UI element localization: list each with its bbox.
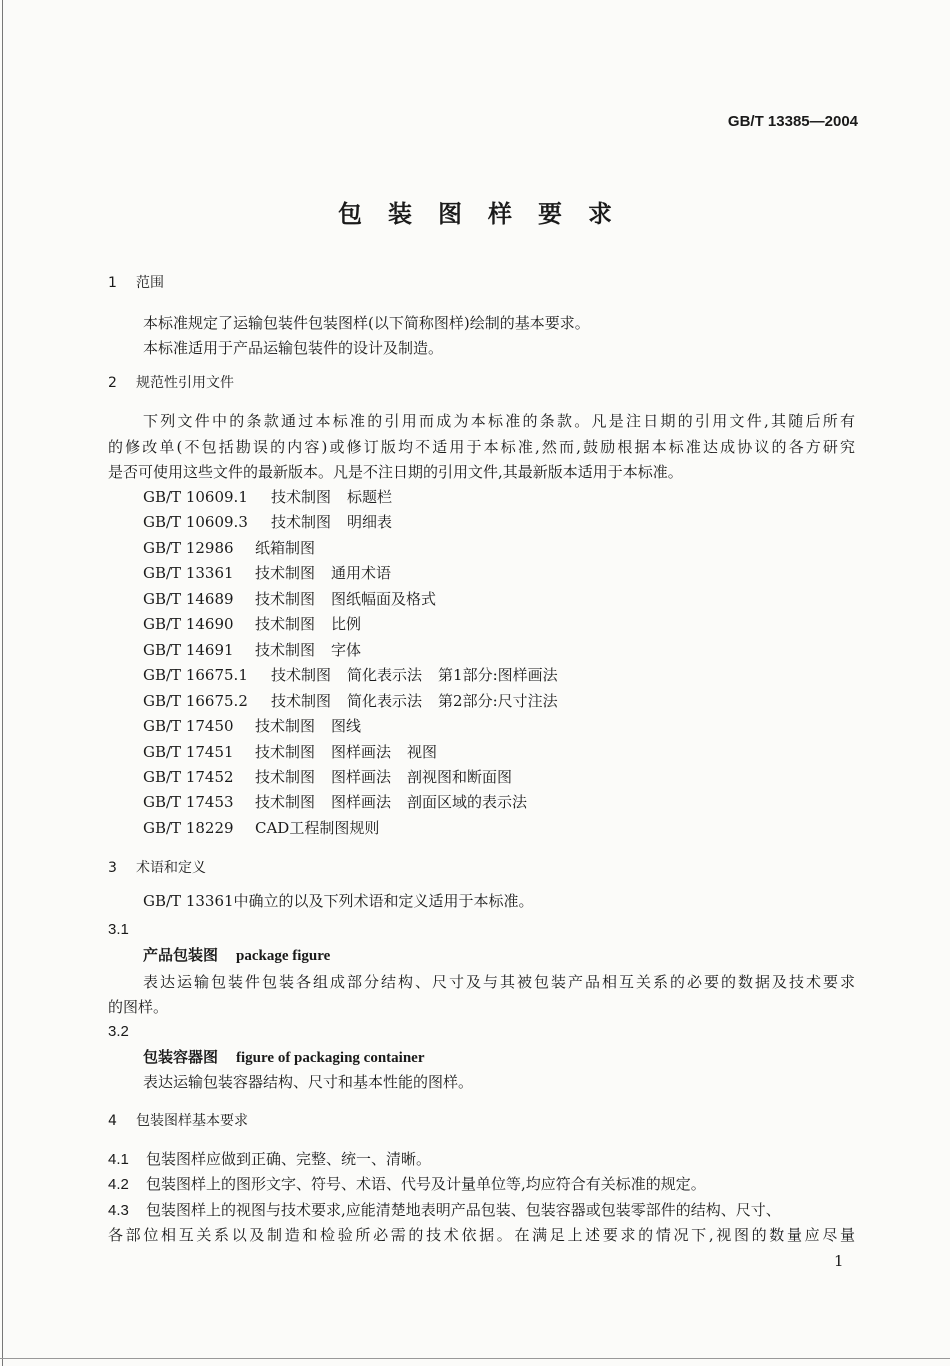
reference-item bbox=[143, 512, 392, 532]
reference-title-part: 图线 bbox=[331, 717, 362, 736]
clause-text: 包装图样上的视图与技术要求,应能清楚地表明产品包装、包装容器或包装零部件的结构、尺寸、 bbox=[146, 1201, 781, 1219]
section-4-heading bbox=[108, 1111, 248, 1131]
reference-code: GB/T 10609.1 bbox=[143, 488, 248, 506]
reference-title-part: 技术制图 bbox=[255, 742, 316, 761]
term-heading bbox=[143, 945, 330, 966]
reference-title-part: CAD工程制图规则 bbox=[255, 818, 380, 837]
clause-4-3 bbox=[108, 1200, 781, 1221]
reference-code: GB/T 10609.3 bbox=[143, 513, 248, 532]
reference-item bbox=[143, 614, 361, 634]
paragraph-line: 的修改单(不包括勘误的内容)或修订版均不适用于本标准,然而,鼓励根据本标准达成协议的各方研究 bbox=[108, 438, 855, 456]
reference-code: GB/T 17450 bbox=[143, 717, 234, 736]
reference-title-part: 剖视图和断面图 bbox=[407, 767, 513, 786]
section-1-heading bbox=[108, 273, 164, 293]
term-en: package figure bbox=[236, 948, 331, 964]
reference-title-part: 图样画法 bbox=[331, 793, 392, 812]
section-title: 规范性引用文件 bbox=[136, 375, 234, 391]
reference-title-part: 技术制图 bbox=[255, 564, 316, 583]
definition-line: 表达运输包装件包装各组成部分结构、尺寸及与其被包装产品相互关系的必要的数据及技术要求 bbox=[143, 973, 855, 991]
reference-title-part: 简化表示法 bbox=[347, 691, 423, 710]
section-title: 范围 bbox=[136, 275, 164, 291]
reference-title-part: 技术制图 bbox=[255, 640, 316, 659]
reference-title-part: 明细表 bbox=[347, 513, 393, 532]
section-number: 4 bbox=[108, 1113, 117, 1129]
definition-line: 表达运输包装容器结构、尺寸和基本性能的图样。 bbox=[143, 1073, 474, 1091]
section-title: 术语和定义 bbox=[136, 860, 206, 876]
clause-4-2 bbox=[108, 1174, 706, 1195]
definition-line: 的图样。 bbox=[108, 998, 169, 1016]
reference-title-part: 图纸幅面及格式 bbox=[331, 589, 437, 608]
reference-title-part: 技术制图 bbox=[255, 589, 316, 608]
reference-title-part: 视图 bbox=[407, 742, 438, 761]
reference-code: GB/T 17452 bbox=[143, 767, 234, 786]
section-2-heading bbox=[108, 373, 234, 393]
page-number: 1 bbox=[834, 1252, 844, 1270]
reference-title-part: 第1部分:图样画法 bbox=[438, 666, 558, 685]
reference-code: GB/T 14689 bbox=[143, 589, 234, 608]
reference-item bbox=[143, 691, 558, 711]
reference-code: GB/T 14690 bbox=[143, 615, 234, 634]
clause-number: 4.1 bbox=[108, 1151, 129, 1168]
reference-item bbox=[143, 487, 392, 507]
reference-item bbox=[143, 792, 527, 812]
section-number: 3 bbox=[108, 860, 117, 876]
term-number: 3.1 bbox=[108, 921, 129, 938]
paragraph-line: 各部位相互关系以及制造和检验所必需的技术依据。在满足上述要求的情况下,视图的数量应尽量 bbox=[108, 1226, 855, 1244]
reference-title-part: 标题栏 bbox=[347, 488, 393, 506]
document-title: 包装图样要求 bbox=[338, 200, 638, 228]
reference-title-part: 技术制图 bbox=[271, 488, 332, 506]
section-3-heading bbox=[108, 858, 206, 878]
reference-code: GB/T 17453 bbox=[143, 793, 234, 812]
reference-title-part: 技术制图 bbox=[271, 691, 332, 710]
reference-title-part: 技术制图 bbox=[255, 767, 316, 786]
reference-item bbox=[143, 742, 437, 762]
paragraph: GB/T 13361中确立的以及下列术语和定义适用于本标准。 bbox=[143, 892, 534, 910]
reference-title-part: 图样画法 bbox=[331, 742, 392, 761]
reference-code: GB/T 18229 bbox=[143, 818, 234, 837]
reference-title-part: 技术制图 bbox=[255, 793, 316, 812]
reference-title-part: 纸箱制图 bbox=[255, 538, 316, 557]
paragraph: 本标准规定了运输包装件包装图样(以下简称图样)绘制的基本要求。 bbox=[143, 314, 590, 332]
clause-text: 包装图样上的图形文字、符号、术语、代号及计量单位等,均应符合有关标准的规定。 bbox=[146, 1175, 706, 1193]
reference-title-part: 剖面区域的表示法 bbox=[407, 793, 528, 812]
reference-item bbox=[143, 589, 436, 609]
standard-number: GB/T 13385—2004 bbox=[727, 113, 858, 130]
scan-edge bbox=[0, 1358, 950, 1359]
reference-title-part: 第2部分:尺寸注法 bbox=[438, 691, 558, 710]
reference-code: GB/T 16675.2 bbox=[143, 691, 248, 710]
reference-title-part: 技术制图 bbox=[255, 615, 316, 634]
reference-code: GB/T 17451 bbox=[143, 742, 234, 761]
reference-title-part: 图样画法 bbox=[331, 767, 392, 786]
paragraph: 本标准适用于产品运输包装件的设计及制造。 bbox=[143, 339, 444, 357]
reference-code: GB/T 16675.1 bbox=[143, 666, 248, 685]
term-zh: 产品包装图 bbox=[143, 946, 219, 964]
reference-title-part: 技术制图 bbox=[271, 513, 332, 532]
clause-text: 包装图样应做到正确、完整、统一、清晰。 bbox=[146, 1150, 432, 1168]
term-heading bbox=[143, 1047, 424, 1068]
reference-item bbox=[143, 640, 361, 660]
section-title: 包装图样基本要求 bbox=[136, 1113, 248, 1129]
clause-number: 4.2 bbox=[108, 1176, 129, 1193]
reference-item bbox=[143, 716, 361, 736]
reference-title-part: 字体 bbox=[331, 640, 362, 659]
reference-code: GB/T 14691 bbox=[143, 640, 234, 659]
section-number: 2 bbox=[108, 375, 117, 391]
reference-item bbox=[143, 818, 379, 838]
reference-item bbox=[143, 665, 558, 685]
section-number: 1 bbox=[108, 275, 117, 291]
term-number: 3.2 bbox=[108, 1023, 129, 1040]
paragraph-line: 是否可使用这些文件的最新版本。凡是不注日期的引用文件,其最新版本适用于本标准。 bbox=[108, 463, 683, 481]
paragraph-line: 下列文件中的条款通过本标准的引用而成为本标准的条款。凡是注日期的引用文件,其随后所有 bbox=[143, 412, 855, 430]
reference-item bbox=[143, 767, 512, 787]
reference-title-part: 通用术语 bbox=[331, 564, 392, 583]
clause-number: 4.3 bbox=[108, 1202, 129, 1219]
reference-title-part: 比例 bbox=[331, 615, 362, 634]
term-en: figure of packaging container bbox=[236, 1050, 425, 1066]
reference-title-part: 技术制图 bbox=[271, 666, 332, 685]
term-zh: 包装容器图 bbox=[143, 1048, 219, 1066]
reference-title-part: 技术制图 bbox=[255, 717, 316, 736]
reference-item bbox=[143, 538, 315, 558]
reference-code: GB/T 13361 bbox=[143, 564, 234, 583]
clause-4-1 bbox=[108, 1149, 431, 1170]
reference-title-part: 简化表示法 bbox=[347, 666, 423, 685]
reference-code: GB/T 12986 bbox=[143, 538, 234, 557]
reference-item bbox=[143, 563, 391, 583]
